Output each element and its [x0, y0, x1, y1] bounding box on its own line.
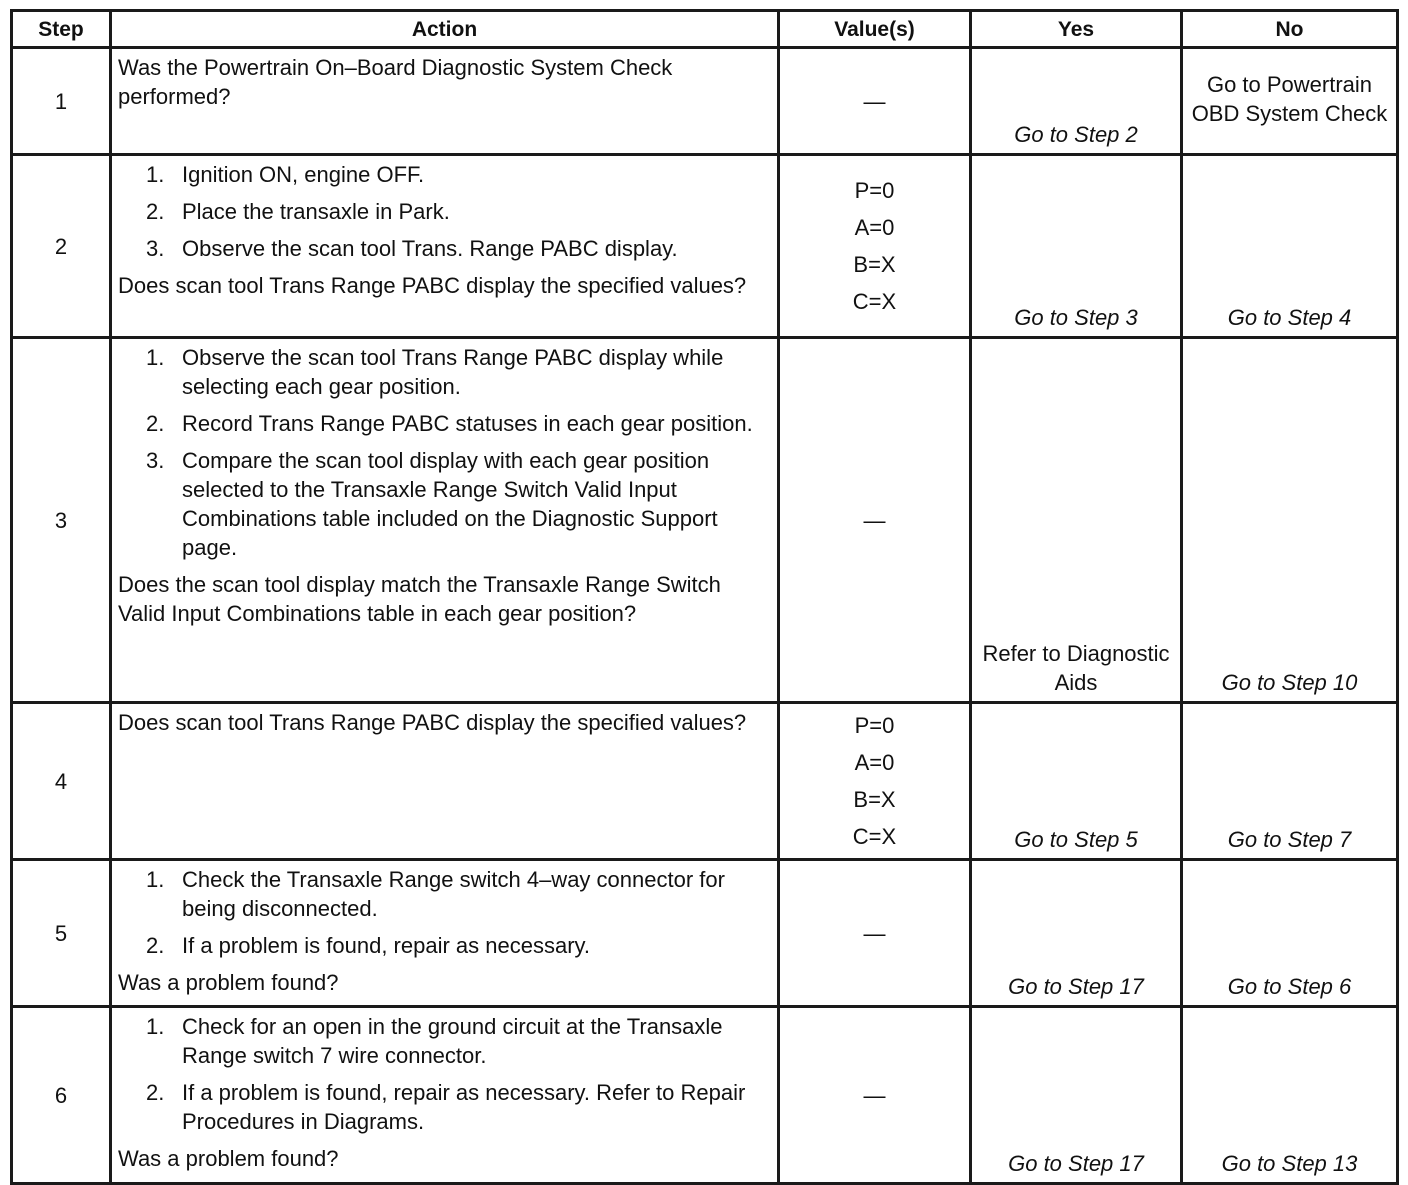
value-item: P=0	[854, 178, 895, 203]
header-no: No	[1182, 11, 1398, 48]
yes-action: Go to Step 3	[1014, 305, 1138, 330]
action-step-text: Compare the scan tool display with each gear position selected to the Transaxle Range Switch Valid Input Combinations table included on the Diagnostic Support page.	[182, 448, 718, 560]
action-step-number: 2.	[146, 199, 165, 224]
action-step-number: 2.	[146, 411, 165, 436]
no-action: Go to Step 13	[1221, 1151, 1358, 1176]
yes-cell	[971, 860, 1182, 1007]
no-action: Go to Powertrain OBD System Check	[1191, 72, 1388, 126]
action-step-item	[118, 409, 771, 438]
header-step: Step	[12, 11, 111, 48]
action-step-text: If a problem is found, repair as necessary. Refer to Repair Procedures in Diagrams.	[182, 1080, 746, 1134]
step-number: 1	[12, 48, 111, 155]
value-dash: —	[863, 88, 886, 114]
table-row	[12, 48, 1398, 155]
action-step-number: 1.	[146, 162, 165, 187]
values-cell	[779, 155, 971, 338]
value-item: C=X	[852, 824, 897, 849]
yes-cell	[971, 703, 1182, 860]
values-cell	[779, 338, 971, 703]
action-step-text: Place the transaxle in Park.	[182, 199, 450, 224]
table-row	[12, 1007, 1398, 1184]
diagnostic-table	[10, 9, 1399, 1185]
action-question: Was the Powertrain On–Board Diagnostic System Check performed?	[118, 55, 673, 109]
action-step-text: Check the Transaxle Range switch 4–way connector for being disconnected.	[182, 867, 725, 921]
values-cell	[779, 860, 971, 1007]
no-cell	[1182, 338, 1398, 703]
action-step-number: 3.	[146, 236, 165, 261]
header-row	[12, 11, 1398, 48]
action-question: Was a problem found?	[118, 970, 339, 995]
value-dash: —	[863, 507, 886, 533]
action-step-item	[118, 865, 771, 923]
values-cell	[779, 703, 971, 860]
action-steps-list	[118, 1012, 771, 1136]
no-cell	[1182, 703, 1398, 860]
table-row	[12, 860, 1398, 1007]
step-number: 6	[12, 1007, 111, 1184]
value-dash: —	[863, 1082, 886, 1108]
action-step-text: Observe the scan tool Trans Range PABC display while selecting each gear position.	[182, 345, 724, 399]
action-cell	[111, 155, 779, 338]
no-cell	[1182, 1007, 1398, 1184]
action-step-number: 2.	[146, 1080, 165, 1105]
action-step-number: 1.	[146, 345, 165, 370]
header-yes: Yes	[971, 11, 1182, 48]
no-action: Go to Step 4	[1227, 305, 1352, 330]
action-steps-list	[118, 865, 771, 960]
value-item: C=X	[852, 289, 897, 314]
value-item: B=X	[853, 787, 896, 812]
step-number: 4	[12, 703, 111, 860]
header-action: Action	[111, 11, 779, 48]
action-steps-list	[118, 343, 771, 562]
no-action: Go to Step 10	[1221, 670, 1358, 695]
action-step-number: 3.	[146, 448, 165, 473]
action-cell	[111, 860, 779, 1007]
value-dash: —	[863, 920, 886, 946]
action-cell	[111, 1007, 779, 1184]
yes-cell	[971, 48, 1182, 155]
action-step-item	[118, 234, 771, 263]
action-question: Was a problem found?	[118, 1146, 339, 1171]
yes-cell	[971, 155, 1182, 338]
action-step-item	[118, 931, 771, 960]
action-step-item	[118, 1012, 771, 1070]
action-step-text: Record Trans Range PABC statuses in each gear position.	[182, 411, 753, 436]
no-cell	[1182, 155, 1398, 338]
action-step-item	[118, 197, 771, 226]
table-row	[12, 703, 1398, 860]
yes-action: Refer to Diagnostic Aids	[982, 641, 1170, 695]
yes-cell	[971, 338, 1182, 703]
yes-action: Go to Step 17	[1008, 974, 1144, 999]
yes-cell	[971, 1007, 1182, 1184]
step-number: 2	[12, 155, 111, 338]
action-cell	[111, 48, 779, 155]
table-body	[12, 48, 1398, 1184]
value-item: P=0	[854, 713, 895, 738]
action-question: Does the scan tool display match the Transaxle Range Switch Valid Input Combinations table in each gear position?	[118, 572, 721, 626]
action-cell	[111, 703, 779, 860]
diagnostic-table-container	[10, 9, 1396, 1185]
action-question: Does scan tool Trans Range PABC display the specified values?	[118, 273, 747, 298]
value-item: B=X	[853, 252, 896, 277]
no-cell	[1182, 860, 1398, 1007]
action-step-item	[118, 446, 771, 562]
yes-action: Go to Step 2	[1014, 122, 1138, 147]
action-step-item	[118, 343, 771, 401]
value-item: A=0	[854, 750, 895, 775]
action-step-item	[118, 1078, 771, 1136]
values-cell	[779, 1007, 971, 1184]
action-step-item	[118, 160, 771, 189]
step-number: 3	[12, 338, 111, 703]
header-values: Value(s)	[779, 11, 971, 48]
no-cell	[1182, 48, 1398, 155]
action-step-text: If a problem is found, repair as necessary.	[182, 933, 591, 958]
action-step-text: Observe the scan tool Trans. Range PABC display.	[182, 236, 678, 261]
table-row	[12, 338, 1398, 703]
table-row	[12, 155, 1398, 338]
action-step-text: Ignition ON, engine OFF.	[182, 162, 425, 187]
no-action: Go to Step 6	[1227, 974, 1352, 999]
no-action: Go to Step 7	[1227, 827, 1352, 852]
step-number: 5	[12, 860, 111, 1007]
action-step-number: 2.	[146, 933, 165, 958]
action-step-text: Check for an open in the ground circuit at the Transaxle Range switch 7 wire connector.	[182, 1014, 723, 1068]
action-steps-list	[118, 160, 771, 263]
yes-action: Go to Step 17	[1008, 1151, 1144, 1176]
action-step-number: 1.	[146, 867, 165, 892]
action-step-number: 1.	[146, 1014, 165, 1039]
action-cell	[111, 338, 779, 703]
action-question: Does scan tool Trans Range PABC display the specified values?	[118, 710, 747, 735]
values-cell	[779, 48, 971, 155]
value-item: A=0	[854, 215, 895, 240]
yes-action: Go to Step 5	[1014, 827, 1138, 852]
